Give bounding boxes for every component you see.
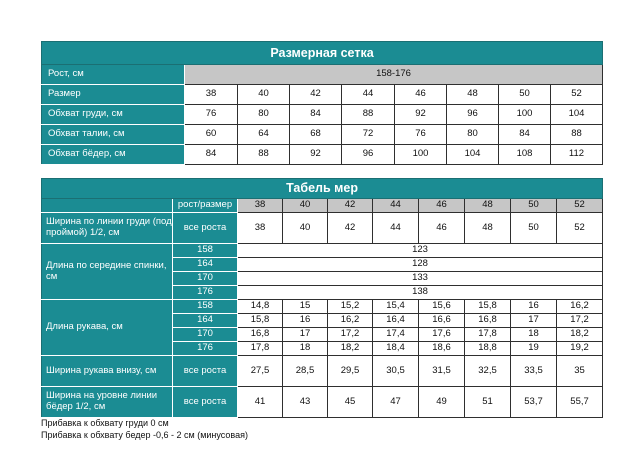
hip-width-row [42, 387, 603, 418]
value-cell: 96 [447, 105, 499, 125]
value-cell: 35 [557, 356, 603, 387]
value-cell: 19 [511, 342, 557, 356]
value-cell: 16,2 [328, 314, 373, 328]
value-cell: 52 [557, 213, 603, 244]
chest-width-row [42, 213, 603, 244]
value-cell: 17,8 [465, 328, 511, 342]
height-label: Рост, см [42, 65, 185, 85]
value-cell: 18,2 [328, 342, 373, 356]
value-cell: 48 [465, 213, 511, 244]
value-cell: 92 [395, 105, 447, 125]
row-label: Обхват бёдер, см [42, 145, 185, 165]
value-cell: 51 [465, 387, 511, 418]
value-cell: 44 [373, 213, 419, 244]
value-cell: 47 [373, 387, 419, 418]
all-heights-label: все роста [173, 356, 238, 387]
height-cell: 164 [173, 314, 238, 328]
value-cell: 84 [499, 125, 551, 145]
size-cell: 52 [551, 85, 603, 105]
value-cell: 68 [290, 125, 342, 145]
value-cell: 43 [283, 387, 328, 418]
footnotes [41, 417, 248, 441]
value-cell: 45 [328, 387, 373, 418]
header-height-size-label: рост/размер [173, 199, 238, 213]
all-heights-label: все роста [173, 213, 238, 244]
value-cell: 55,7 [557, 387, 603, 418]
value-cell: 27,5 [238, 356, 283, 387]
value-cell: 17,8 [238, 342, 283, 356]
size-header-cell: 50 [511, 199, 557, 213]
value-cell: 60 [185, 125, 238, 145]
value-cell: 15,4 [373, 300, 419, 314]
measure-table [41, 178, 603, 418]
value-cell: 18,6 [419, 342, 465, 356]
size-cell: 44 [342, 85, 395, 105]
size-header-cell: 46 [419, 199, 465, 213]
size-header-cell: 44 [373, 199, 419, 213]
value-cell: 16,6 [419, 314, 465, 328]
value-cell: 88 [238, 145, 290, 165]
value-cell: 53,7 [511, 387, 557, 418]
chest-girth-row [42, 105, 603, 125]
size-cell: 38 [185, 85, 238, 105]
value-cell: 112 [551, 145, 603, 165]
value-cell: 17 [283, 328, 328, 342]
height-cell: 176 [173, 286, 238, 300]
row-label: Ширина по линии груди (под проймой) 1/2, см [42, 213, 173, 244]
value-cell: 76 [395, 125, 447, 145]
value-cell: 80 [447, 125, 499, 145]
value-cell: 128 [238, 258, 603, 272]
value-cell: 50 [511, 213, 557, 244]
size-cell: 48 [447, 85, 499, 105]
value-cell: 29,5 [328, 356, 373, 387]
row-label: Ширина рукава внизу, см [42, 356, 173, 387]
height-cell: 176 [173, 342, 238, 356]
sleeve-length-row [42, 300, 603, 314]
value-cell: 96 [342, 145, 395, 165]
row-label: Длина рукава, см [42, 300, 173, 356]
value-cell: 80 [238, 105, 290, 125]
value-cell: 33,5 [511, 356, 557, 387]
value-cell: 16 [511, 300, 557, 314]
value-cell: 15,6 [419, 300, 465, 314]
size-chart-title: Размерная сетка [42, 42, 603, 65]
back-length-row [42, 244, 603, 258]
value-cell: 41 [238, 387, 283, 418]
value-cell: 32,5 [465, 356, 511, 387]
hip-ease-note: Прибавка к обхвату бедер -0,6 - 2 см (минусовая) [41, 430, 248, 440]
hip-girth-row [42, 145, 603, 165]
size-label: Размер [42, 85, 185, 105]
sleeve-width-row [42, 356, 603, 387]
value-cell: 46 [419, 213, 465, 244]
value-cell: 17,2 [557, 314, 603, 328]
size-header-cell: 42 [328, 199, 373, 213]
size-header-cell: 40 [283, 199, 328, 213]
value-cell: 64 [238, 125, 290, 145]
value-cell: 19,2 [557, 342, 603, 356]
value-cell: 42 [328, 213, 373, 244]
value-cell: 92 [290, 145, 342, 165]
value-cell: 123 [238, 244, 603, 258]
value-cell: 17 [511, 314, 557, 328]
row-label: Обхват талии, см [42, 125, 185, 145]
value-cell: 84 [290, 105, 342, 125]
measure-table-title: Табель мер [42, 179, 603, 199]
value-cell: 30,5 [373, 356, 419, 387]
value-cell: 18,2 [557, 328, 603, 342]
header-empty-cell [42, 199, 173, 213]
value-cell: 15,2 [328, 300, 373, 314]
value-cell: 108 [499, 145, 551, 165]
all-heights-label: все роста [173, 387, 238, 418]
value-cell: 100 [395, 145, 447, 165]
value-cell: 16,2 [557, 300, 603, 314]
row-label: Длина по середине спинки, см [42, 244, 173, 300]
value-cell: 16,8 [465, 314, 511, 328]
value-cell: 15 [283, 300, 328, 314]
value-cell: 76 [185, 105, 238, 125]
value-cell: 14,8 [238, 300, 283, 314]
size-cell: 42 [290, 85, 342, 105]
value-cell: 100 [499, 105, 551, 125]
value-cell: 16 [283, 314, 328, 328]
value-cell: 138 [238, 286, 603, 300]
height-value: 158-176 [185, 65, 603, 85]
value-cell: 84 [185, 145, 238, 165]
height-cell: 170 [173, 272, 238, 286]
value-cell: 17,4 [373, 328, 419, 342]
value-cell: 88 [551, 125, 603, 145]
size-header-cell: 48 [465, 199, 511, 213]
value-cell: 133 [238, 272, 603, 286]
value-cell: 18 [511, 328, 557, 342]
height-cell: 158 [173, 244, 238, 258]
value-cell: 16,4 [373, 314, 419, 328]
size-cell: 50 [499, 85, 551, 105]
value-cell: 18,8 [465, 342, 511, 356]
value-cell: 16,8 [238, 328, 283, 342]
value-cell: 72 [342, 125, 395, 145]
value-cell: 15,8 [465, 300, 511, 314]
value-cell: 17,2 [328, 328, 373, 342]
height-cell: 170 [173, 328, 238, 342]
size-cell: 40 [238, 85, 290, 105]
value-cell: 104 [447, 145, 499, 165]
row-label: Ширина на уровне линии бёдер 1/2, см [42, 387, 173, 418]
waist-girth-row [42, 125, 603, 145]
size-header-cell: 52 [557, 199, 603, 213]
value-cell: 17,6 [419, 328, 465, 342]
chest-ease-note: Прибавка к обхвату груди 0 см [41, 418, 169, 428]
row-label: Обхват груди, см [42, 105, 185, 125]
value-cell: 49 [419, 387, 465, 418]
value-cell: 18,4 [373, 342, 419, 356]
value-cell: 88 [342, 105, 395, 125]
size-cell: 46 [395, 85, 447, 105]
height-cell: 158 [173, 300, 238, 314]
value-cell: 40 [283, 213, 328, 244]
value-cell: 18 [283, 342, 328, 356]
size-header-cell: 38 [238, 199, 283, 213]
value-cell: 31,5 [419, 356, 465, 387]
value-cell: 28,5 [283, 356, 328, 387]
value-cell: 104 [551, 105, 603, 125]
value-cell: 15,8 [238, 314, 283, 328]
value-cell: 38 [238, 213, 283, 244]
height-cell: 164 [173, 258, 238, 272]
size-chart-table [41, 41, 603, 165]
